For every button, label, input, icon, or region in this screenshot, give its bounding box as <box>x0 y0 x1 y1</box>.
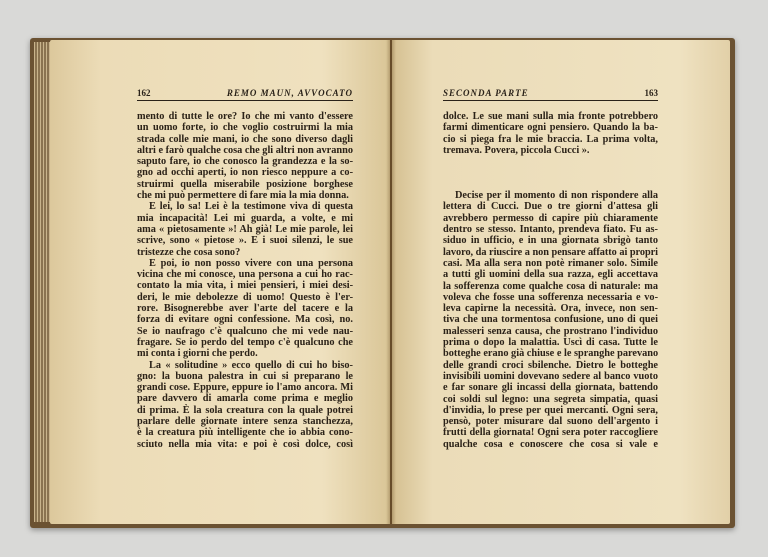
text-line: mia incapacità! Lei mi guarda, a volte, e mi <box>137 212 353 224</box>
left-page-text <box>137 111 353 450</box>
text-line: E poi, io non posso vivere con una persona <box>149 257 353 269</box>
text-line: gno: la buona palestra in cui si preparano le <box>137 370 353 382</box>
text-line: contato la mia vita, i miei pensieri, i miei desi- <box>137 280 353 292</box>
text-line: siduo in ufficio, e in una giornata sbrigò tanto <box>443 235 658 247</box>
text-line: fragare. Se io perdo del tempo c'è qualcuno che <box>137 336 353 348</box>
text-line: coi soldi sul legno: una segreta simpatia, quasi <box>443 393 658 405</box>
text-line: un uomo forte, io che voglio costruirmi la mia <box>137 122 353 134</box>
text-line: è la creatura più intelligente che io abbia cono- <box>137 427 353 439</box>
text-line: dolce. Le sue mani sulla mia fronte potrebbero <box>443 111 658 122</box>
text-line: cio si piega fra le mie braccia. La prima volta, <box>443 133 658 145</box>
text-line: tiva che una tormentosa confusione, uno di quei <box>443 314 658 326</box>
left-page-number: 162 <box>137 88 151 98</box>
text-line: che mi può permettere di fare mia la mia donna. <box>137 190 349 202</box>
text-line: scrive, sono « pietose ». E i suoi silenzi, le sue <box>137 235 353 247</box>
text-line: forza di evitare ogni confessione. Ma così, no. <box>137 314 353 326</box>
text-line: pensò, poter misurare dal suono dell'argento i <box>443 416 658 428</box>
text-line: E lei, lo sa! Lei è la testimone viva di questa <box>149 201 353 213</box>
text-line: La « solitudine » ecco quello di cui ho biso- <box>149 359 353 371</box>
text-line: la sofferenza come qualche cosa di naturale: ma <box>443 280 658 292</box>
text-line: strada colle mie mani, io che sono diverso dagli <box>137 133 353 145</box>
right-page-number: 163 <box>644 88 658 98</box>
text-line: tristezze che cosa sono? <box>137 246 241 258</box>
text-line: lavoro, da riuscire a non pensare affatto ai propri <box>443 246 658 258</box>
right-running-head: SECONDA PARTE <box>443 88 529 98</box>
text-line: rore. Bisognerebbe aver l'arte del tacere e la <box>137 303 353 315</box>
left-running-head: REMO MAUN, AVVOCATO <box>226 88 353 98</box>
left-page-header <box>137 85 353 101</box>
text-line: prima o dopo la malattia. Uscì di casa. Tutte le <box>443 337 658 349</box>
book-gutter <box>386 40 396 524</box>
text-line: ama « pietosamente »! Ah già! Le mie parole, lei <box>137 223 353 235</box>
right-page-header <box>443 85 658 101</box>
right-page-text <box>443 111 658 450</box>
text-line: grandi cose. Eppure, eppure io l'amo ancora. Mi <box>137 382 353 394</box>
text-line: delle grandi croci sbilenche. Dietro le botteghe <box>443 359 658 371</box>
text-line: e far sonare gli incassi della giornata, battendo <box>443 382 658 394</box>
text-line: mento di tutte le ore? Io che mi vanto d'essere <box>137 111 353 122</box>
text-line: casi. Ma alla sera non potè rimaner solo. Simile <box>443 257 658 269</box>
text-line: leva capirne la necessità. Ora, invece, non sen- <box>443 303 658 315</box>
text-line: qualche cosa e conoscere che cosa si vale e <box>443 438 658 450</box>
section-break <box>443 156 658 190</box>
text-line: struirmi quella miserabile posizione borghese <box>137 178 353 190</box>
text-line: invisibili uomini dovevano sedere al banco vuoto <box>443 370 658 382</box>
text-line: altri e farò qualche cosa che gli altri non avranno <box>137 144 353 156</box>
text-line: gno ad occhi aperti, io non riesco neppure a co- <box>137 167 353 179</box>
text-line: malesseri senza causa, che prostrano l'individuo <box>443 325 658 337</box>
text-line: Decise per il momento di non rispondere alla <box>455 190 658 202</box>
text-line: Se io naufrago c'è qualcuno che mi vede nau- <box>137 325 353 337</box>
text-line: lettera di Cucci. Due o tre giorni d'attesa gli <box>443 201 658 213</box>
text-line: parlare delle giornate intere senza stanchezza, <box>137 416 353 428</box>
text-line: frutti della giornata! Ogni sera poter raccogliere <box>443 427 658 439</box>
text-line: voleva che fosse una sofferenza necessaria e vo- <box>443 291 658 303</box>
text-line: deri, le mie debolezze di uomo! Questo è l'er- <box>137 291 353 303</box>
text-line: di prima. È la sola creatura con la quale potrei <box>137 404 353 416</box>
text-line: d'invidia, lo prese per quei mercanti. Ogni sera, <box>443 404 658 416</box>
text-line: saputo fare, io che conosco la grandezza e la so- <box>137 156 353 168</box>
text-line: farmi dimenticare ogni pensiero. Quando la ba- <box>443 122 658 134</box>
text-line: avrebbero permesso di capire più chiaramente <box>443 212 658 224</box>
text-line: sciuto nella mia vita: e poi è così dolce, così <box>137 438 353 450</box>
text-line: mi conta i giorni che perdo. <box>137 348 258 360</box>
text-line: vicina che mi conosce, una persona a cui ho rac- <box>137 269 353 281</box>
text-line: a tutti gli uomini della sua razza, egli accettava <box>443 269 658 281</box>
text-line: dentro se stesso. Intanto, prendeva fiato. Fu as- <box>443 224 658 236</box>
text-line: pare davvero di amarla come prima e meglio <box>137 393 353 405</box>
text-line: botteghe erano già chiuse e le spranghe parevano <box>443 348 659 360</box>
text-line: tremava. Povera, piccola Cucci ». <box>443 144 590 156</box>
